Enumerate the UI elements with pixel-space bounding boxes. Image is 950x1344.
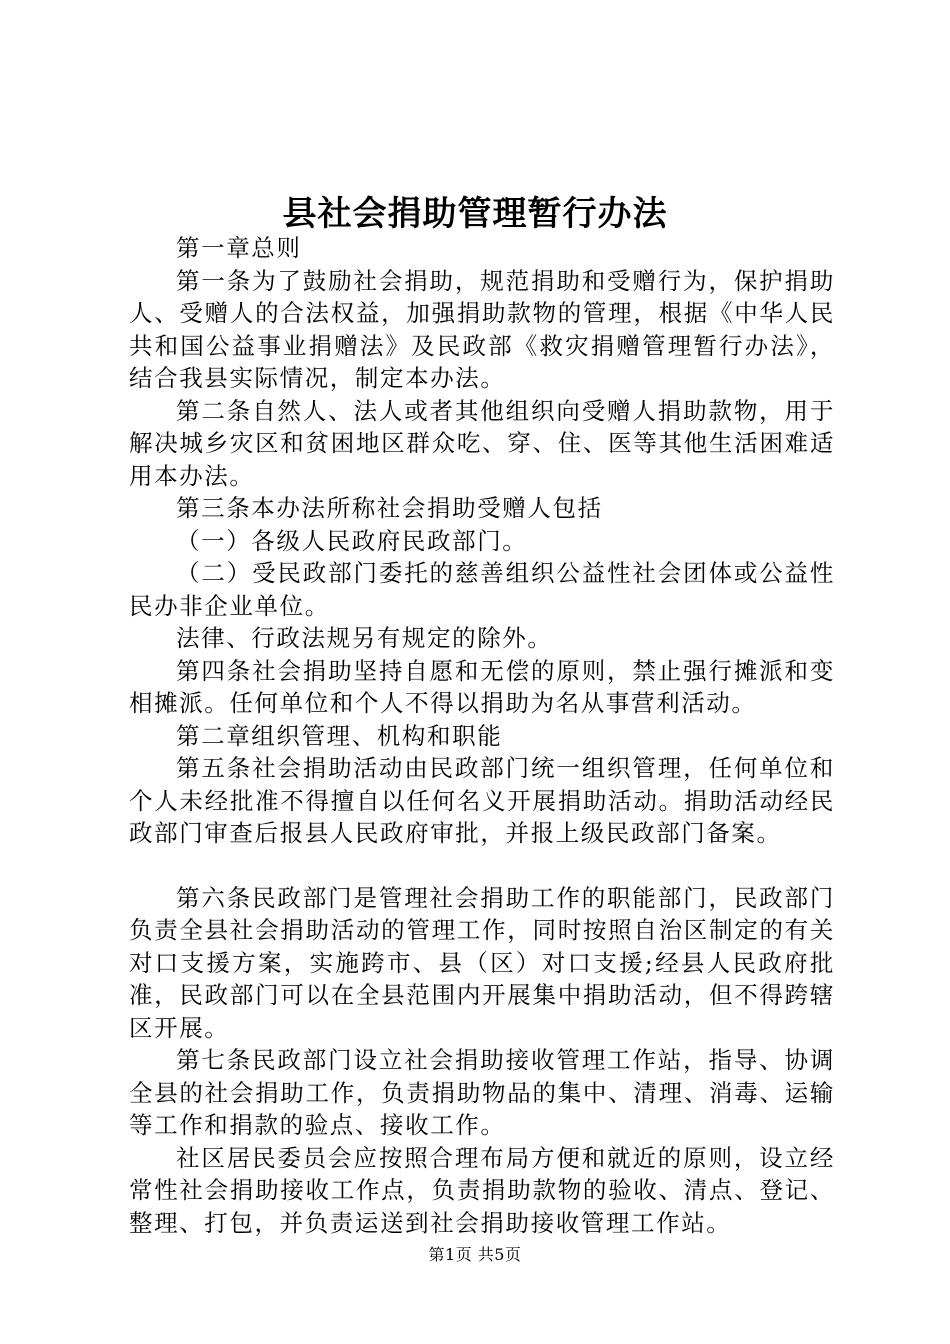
page-footer [0,1242,950,1265]
page-indicator: 第1页 共5页 [428,1245,522,1264]
document-body [129,232,835,1239]
article-6: 第六条民政部门是管理社会捐助工作的职能部门，民政部门负责全县社会捐助活动的管理工作，同时按照自治区制定的有关对口支援方案，实施跨市、县（区）对口支援;经县人民政府批准，民政部门可以在全县范围内开展集中捐助活动，但不得跨辖区开展。 [129,883,835,1042]
article-3-exception: 法律、行政法规另有规定的除外。 [176,624,553,652]
article-7: 第七条民政部门设立社会捐助接收管理工作站，指导、协调全县的社会捐助工作，负责捐助物品的集中、清理、消毒、运输等工作和捐款的验点、接收工作。 [129,1046,835,1139]
chapter-heading-2: 第二章组织管理、机构和职能 [176,721,503,750]
article-4: 第四条社会捐助坚持自愿和无偿的原则，禁止强行摊派和变相摊派。任何单位和个人不得以捐助为名从事营利活动。 [129,656,835,717]
article-5: 第五条社会捐助活动由民政部门统一组织管理，任何单位和个人未经批准不得擅自以任何名义开展捐助活动。捐助活动经民政部门审查后报县人民政府审批，并报上级民政部门备案。 [129,754,835,847]
article-2: 第二条自然人、法人或者其他组织向受赠人捐助款物，用于解决城乡灾区和贫困地区群众吃、穿、住、医等其他生活困难适用本办法。 [129,396,835,490]
chapter-heading-1: 第一章总则 [176,234,302,262]
article-1: 第一条为了鼓励社会捐助，规范捐助和受赠行为，保护捐助人、受赠人的合法权益，加强捐助款物的管理，根据《中华人民共和国公益事业捐赠法》及民政部《救灾捐赠管理暂行办法》，结合我县实际情况，制定本办法。 [129,266,835,392]
article-3: 第三条本办法所称社会捐助受赠人包括 [176,494,603,522]
article-7-community: 社区居民委员会应按照合理布局方便和就近的原则，设立经常性社会捐助接收工作点，负责捐助款物的验收、清点、登记、整理、打包，并负责运送到社会捐助接收管理工作站。 [129,1143,835,1237]
article-3-item-1: （一）各级人民政府民政部门。 [176,526,528,555]
page-title: 县社会捐助管理暂行办法 [282,194,668,234]
article-3-item-2: （二）受民政部门委托的慈善组织公益性社会团体或公益性民办非企业单位。 [129,559,835,620]
